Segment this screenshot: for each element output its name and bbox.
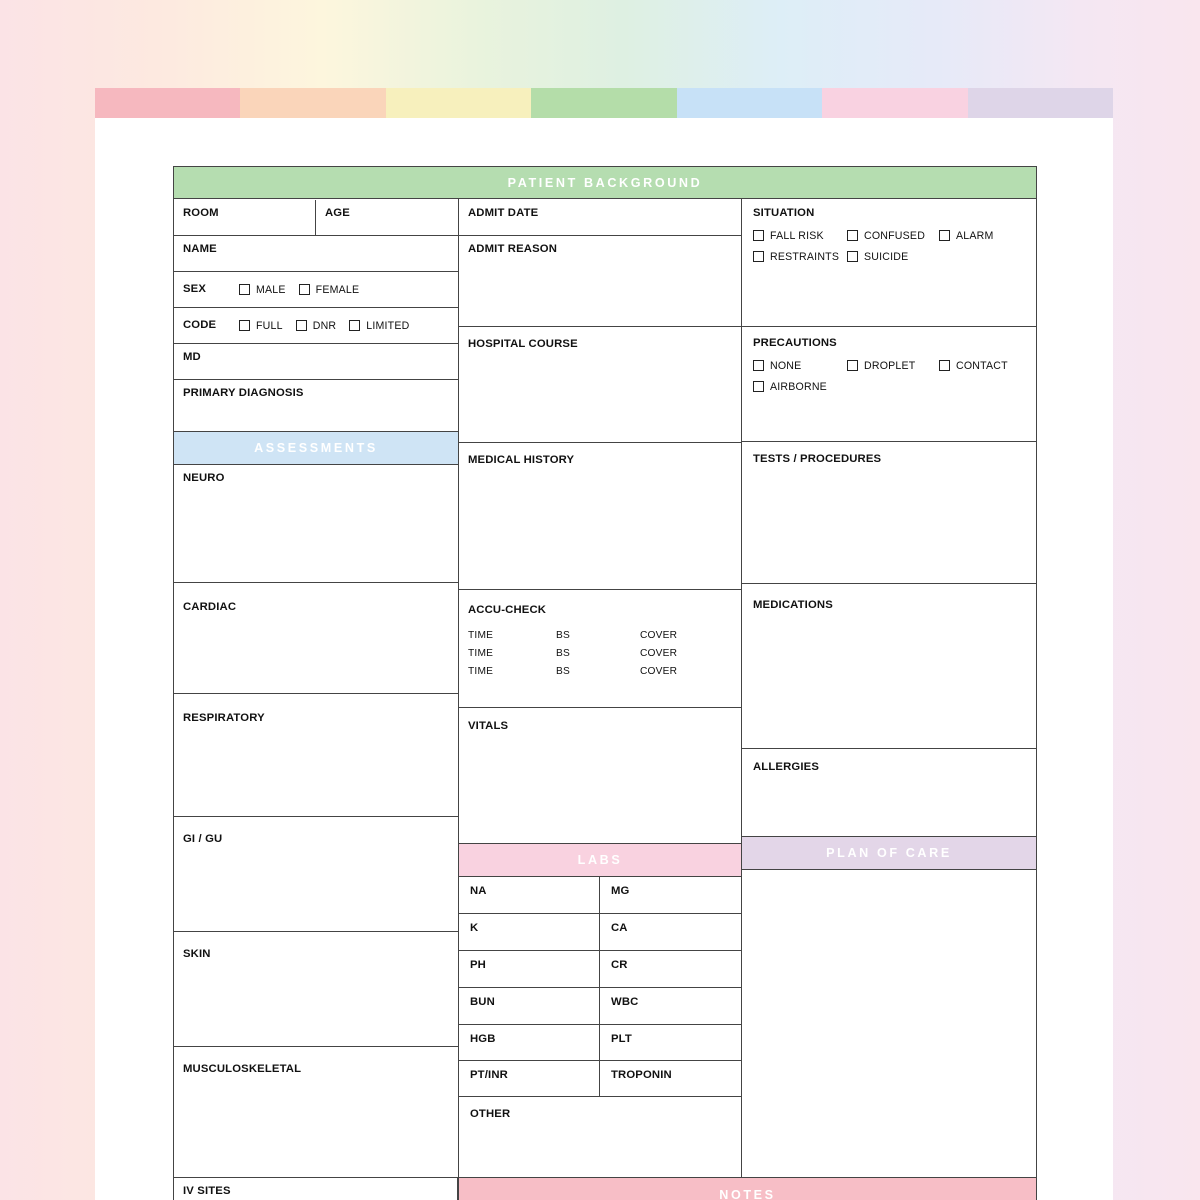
precautions-checkbox-group [753, 360, 1027, 393]
vitals-label: VITALS [468, 720, 509, 732]
medications-label: MEDICATIONS [753, 599, 833, 611]
admit-date-field[interactable] [459, 200, 741, 236]
sex-option-male-label: MALE [256, 283, 286, 296]
precautions-option-contact[interactable] [939, 360, 1008, 372]
medical-history-field[interactable] [459, 443, 741, 590]
precautions-checkbox-row [753, 381, 1027, 393]
lab-label: PH [470, 959, 486, 971]
tests-procedures-field[interactable] [742, 442, 1036, 584]
precautions-field [742, 327, 1036, 442]
lab-label: HGB [470, 1033, 496, 1045]
checkbox-icon[interactable] [296, 320, 307, 331]
plan-of-care-banner [742, 837, 1036, 870]
admit-reason-label: ADMIT REASON [468, 243, 558, 255]
checkbox-icon[interactable] [753, 360, 764, 371]
swatch-peach [240, 88, 385, 118]
accu-check-row[interactable] [468, 648, 732, 659]
situation-option-label: RESTRAINTS [770, 250, 840, 263]
notes-banner [458, 1177, 1037, 1200]
accu-bs-label: BS [556, 647, 570, 659]
labs-row [459, 914, 741, 951]
situation-option-label: ALARM [956, 229, 994, 242]
middle-column [459, 167, 742, 1200]
swatch-blue [677, 88, 822, 118]
admit-reason-field[interactable] [459, 236, 741, 327]
lab-field-wbc[interactable] [600, 988, 741, 1024]
precautions-option-label: NONE [770, 359, 802, 372]
accu-check-label: ACCU-CHECK [468, 604, 547, 616]
sex-field [174, 272, 458, 308]
situation-option-fall-risk[interactable] [753, 230, 847, 242]
skin-label: SKIN [183, 948, 211, 960]
situation-option-label: CONFUSED [864, 229, 926, 242]
lab-label: PT/INR [470, 1069, 508, 1081]
checkbox-icon[interactable] [299, 284, 310, 295]
lab-field-k[interactable] [459, 914, 600, 950]
room-age-row [174, 200, 458, 236]
labs-row [459, 877, 741, 914]
swatch-yellow [386, 88, 531, 118]
color-strip [95, 88, 1113, 118]
code-option-full-label: FULL [256, 319, 283, 332]
checkbox-icon[interactable] [753, 230, 764, 241]
nursing-report-sheet [173, 166, 1037, 1200]
precautions-checkbox-row [753, 360, 1027, 372]
accu-check-field[interactable] [459, 590, 741, 708]
lab-label: NA [470, 885, 487, 897]
checkbox-icon[interactable] [753, 251, 764, 262]
lab-label: CR [611, 959, 628, 971]
labs-row [459, 988, 741, 1025]
precautions-option-airborne[interactable] [753, 381, 827, 393]
age-label: AGE [325, 207, 350, 219]
lab-label: MG [611, 885, 630, 897]
lab-label: PLT [611, 1033, 632, 1045]
respiratory-label: RESPIRATORY [183, 712, 265, 724]
neuro-label: NEURO [183, 472, 225, 484]
checkbox-icon[interactable] [847, 251, 858, 262]
accu-cover-label: COVER [640, 629, 678, 641]
accu-bs-label: BS [556, 629, 570, 641]
accu-time-label: TIME [468, 665, 494, 677]
musculoskeletal-label: MUSCULOSKELETAL [183, 1063, 302, 1075]
neuro-field[interactable] [174, 465, 458, 583]
gi-gu-label: GI / GU [183, 833, 223, 845]
iv-sites-field[interactable] [173, 1177, 458, 1200]
situation-option-label: FALL RISK [770, 229, 824, 242]
situation-field [742, 200, 1036, 327]
swatch-green [531, 88, 676, 118]
code-option-limited[interactable] [349, 320, 409, 332]
accu-check-row[interactable] [468, 630, 732, 641]
lab-field-mg[interactable] [600, 877, 741, 913]
assessments-banner [174, 432, 458, 465]
primary-diagnosis-field[interactable] [174, 380, 458, 432]
sex-option-female-label: FEMALE [315, 283, 360, 296]
sex-option-female[interactable] [299, 284, 360, 296]
medications-field[interactable] [742, 584, 1036, 749]
age-field[interactable] [316, 200, 458, 235]
precautions-option-label: CONTACT [956, 359, 1008, 372]
checkbox-icon[interactable] [753, 381, 764, 392]
assessments-banner-label: ASSESSMENTS [254, 441, 378, 455]
vitals-field[interactable] [459, 708, 741, 844]
precautions-label: PRECAUTIONS [753, 337, 837, 349]
situation-option-alarm[interactable] [939, 230, 994, 242]
accu-bs-label: BS [556, 665, 570, 677]
right-column [742, 167, 1036, 1200]
lab-field-bun[interactable] [459, 988, 600, 1024]
lab-label: CA [611, 922, 628, 934]
accu-check-table [468, 630, 732, 677]
situation-checkbox-group [753, 230, 1027, 263]
checkbox-icon[interactable] [847, 230, 858, 241]
situation-checkbox-row [753, 251, 1027, 263]
labs-banner [459, 844, 741, 877]
code-option-full[interactable] [239, 320, 283, 332]
lab-other-label: OTHER [470, 1108, 511, 1120]
lab-label: WBC [611, 996, 639, 1008]
labs-row [459, 1025, 741, 1061]
lab-field-ca[interactable] [600, 914, 741, 950]
situation-option-label: SUICIDE [864, 250, 909, 263]
patient-background-banner [173, 166, 1037, 199]
room-label: ROOM [183, 207, 219, 219]
code-option-limited-label: LIMITED [366, 319, 410, 332]
situation-option-restraints[interactable] [753, 251, 847, 263]
iv-sites-label: IV SITES [183, 1185, 231, 1197]
lab-field-na[interactable] [459, 877, 600, 913]
checkbox-icon[interactable] [239, 284, 250, 295]
lab-label: TROPONIN [611, 1069, 672, 1081]
checkbox-icon[interactable] [349, 320, 360, 331]
swatch-rose [822, 88, 967, 118]
code-label: CODE [183, 319, 217, 331]
notes-banner-label: NOTES [719, 1188, 776, 1200]
precautions-option-droplet[interactable] [847, 360, 939, 372]
allergies-label: ALLERGIES [753, 761, 819, 773]
accu-cover-label: COVER [640, 647, 678, 659]
situation-label: SITUATION [753, 207, 815, 219]
cardiac-label: CARDIAC [183, 601, 237, 613]
sex-option-male[interactable] [239, 284, 286, 296]
hospital-course-label: HOSPITAL COURSE [468, 338, 578, 350]
lab-field-hgb[interactable] [459, 1025, 600, 1060]
plan-of-care-field[interactable] [742, 870, 1036, 1200]
tests-procedures-label: TESTS / PROCEDURES [753, 453, 882, 465]
swatch-lavender [968, 88, 1113, 118]
checkbox-icon[interactable] [939, 360, 950, 371]
precautions-option-none[interactable] [753, 360, 847, 372]
checkbox-icon[interactable] [847, 360, 858, 371]
lab-label: BUN [470, 996, 495, 1008]
lab-label: K [470, 922, 479, 934]
lab-field-troponin[interactable] [600, 1061, 741, 1096]
accu-time-label: TIME [468, 629, 494, 641]
accu-time-label: TIME [468, 647, 494, 659]
hospital-course-field[interactable] [459, 327, 741, 443]
md-field[interactable] [174, 344, 458, 380]
precautions-option-label: DROPLET [864, 359, 916, 372]
lab-field-ph[interactable] [459, 951, 600, 987]
situation-option-confused[interactable] [847, 230, 939, 242]
labs-row [459, 1061, 741, 1097]
code-option-dnr-label: DNR [312, 319, 337, 332]
gi-gu-field[interactable] [174, 817, 458, 932]
accu-check-row[interactable] [468, 666, 732, 677]
lab-field-ptinr[interactable] [459, 1061, 600, 1096]
cardiac-field[interactable] [174, 583, 458, 694]
lab-field-cr[interactable] [600, 951, 741, 987]
precautions-option-label: AIRBORNE [770, 380, 827, 393]
name-field[interactable] [174, 236, 458, 272]
medical-history-label: MEDICAL HISTORY [468, 454, 575, 466]
code-field [174, 308, 458, 344]
patient-background-banner-label: PATIENT BACKGROUND [507, 175, 703, 190]
code-option-dnr[interactable] [296, 320, 337, 332]
accu-cover-label: COVER [640, 665, 678, 677]
allergies-field[interactable] [742, 749, 1036, 837]
plan-of-care-banner-label: PLAN OF CARE [826, 846, 952, 860]
md-label: MD [183, 351, 201, 363]
left-column [174, 167, 459, 1200]
name-label: NAME [183, 243, 217, 255]
room-field[interactable] [174, 200, 316, 235]
situation-checkbox-row [753, 230, 1027, 242]
labs-row [459, 951, 741, 988]
checkbox-icon[interactable] [939, 230, 950, 241]
situation-option-suicide[interactable] [847, 251, 908, 263]
checkbox-icon[interactable] [239, 320, 250, 331]
lab-field-plt[interactable] [600, 1025, 741, 1060]
skin-field[interactable] [174, 932, 458, 1047]
sex-label: SEX [183, 283, 207, 295]
admit-date-label: ADMIT DATE [468, 207, 539, 219]
labs-banner-label: LABS [577, 853, 623, 867]
respiratory-field[interactable] [174, 694, 458, 817]
swatch-pink [95, 88, 240, 118]
primary-diagnosis-label: PRIMARY DIAGNOSIS [183, 387, 304, 399]
